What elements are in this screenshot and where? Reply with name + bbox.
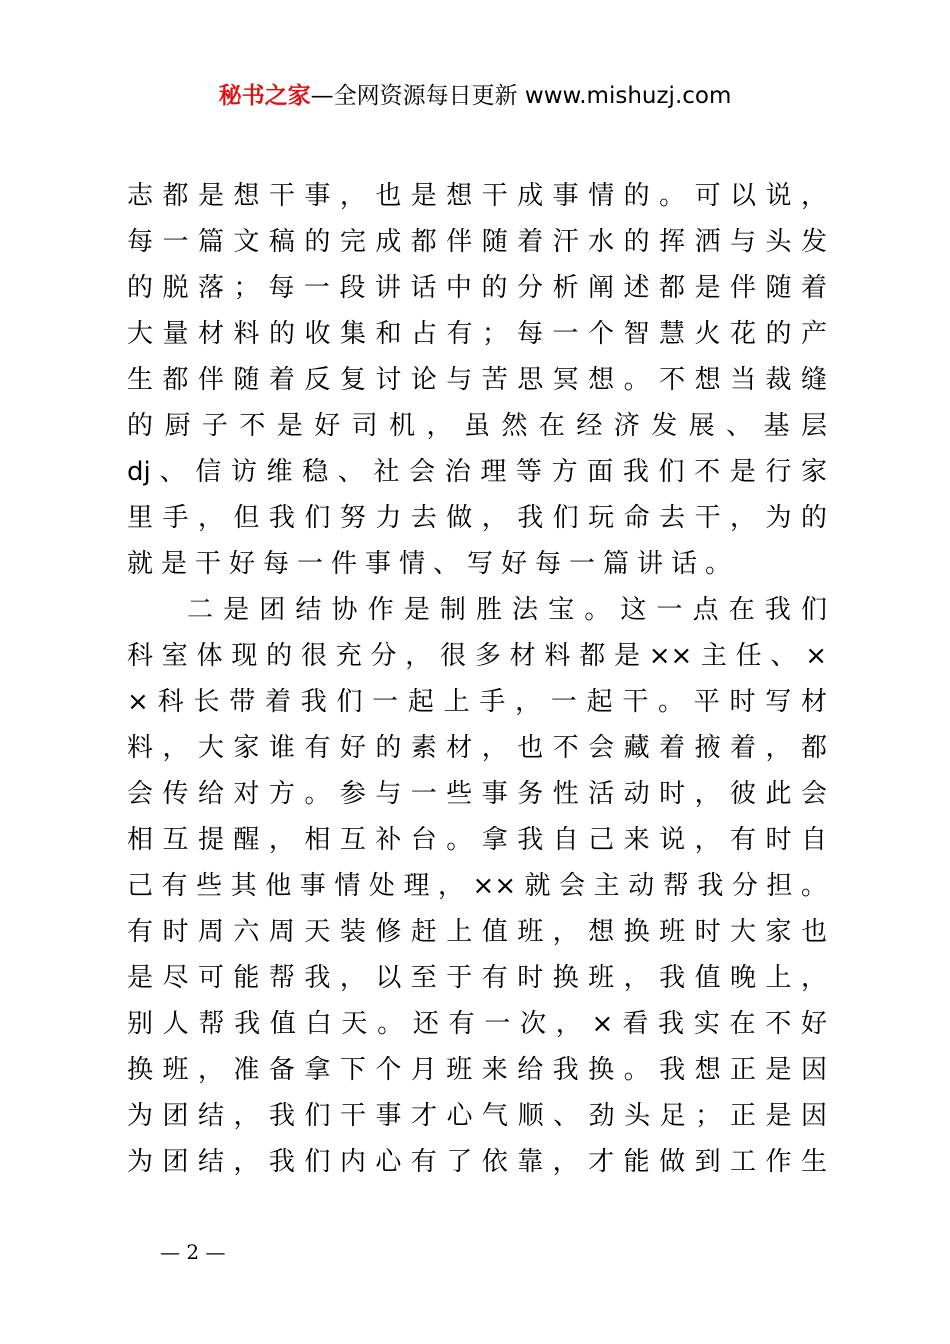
- text-line: 有 时 周 六 周 天 装 修 赶 上 值 班 ， 想 换 班 时 大 家 也: [127, 917, 827, 947]
- text-line: 志 都 是 想 干 事 ， 也 是 想 干 成 事 情 的 。 可 以 说 ，: [127, 181, 827, 211]
- text-line: 己 有 些 其 他 事 情 处 理 ， ×× 就 会 主 动 帮 我 分 担 。: [127, 871, 827, 901]
- text-line: 科 室 体 现 的 很 充 分 ， 很 多 材 料 都 是 ×× 主 任 、 ×: [127, 641, 827, 671]
- text-line: dj 、 信 访 维 稳 、 社 会 治 理 等 方 面 我 们 不 是 行 家: [127, 457, 827, 487]
- paragraph-start-line: 二 是 团 结 协 作 是 制 胜 法 宝 。 这 一 点 在 我 们: [187, 595, 827, 625]
- text-line: 为 团 结 ， 我 们 内 心 有 了 依 靠 ， 才 能 做 到 工 作 生: [127, 1147, 827, 1177]
- text-line: 每 一 篇 文 稿 的 完 成 都 伴 随 着 汗 水 的 挥 洒 与 头 发: [127, 227, 827, 257]
- page-header: [0, 80, 950, 112]
- document-body: [127, 173, 827, 1185]
- text-line: 的 厨 子 不 是 好 司 机 ， 虽 然 在 经 济 发 展 、 基 层: [127, 411, 827, 441]
- site-brand: 秘书之家: [218, 83, 311, 109]
- text-line: 为 团 结 ， 我 们 干 事 才 心 气 顺 、 劲 头 足 ； 正 是 因: [127, 1101, 827, 1131]
- text-line: 里 手 ， 但 我 们 努 力 去 做 ， 我 们 玩 命 去 干 ， 为 的: [127, 503, 827, 533]
- text-line: 会 传 给 对 方 。 参 与 一 些 事 务 性 活 动 时 ， 彼 此 会: [127, 779, 827, 809]
- text-line: 是 尽 可 能 帮 我 ， 以 至 于 有 时 换 班 ， 我 值 晚 上 ，: [127, 963, 827, 993]
- text-line: × 科 长 带 着 我 们 一 起 上 手 ， 一 起 干 。 平 时 写 材: [127, 687, 827, 717]
- text-line: 相 互 提 醒 ， 相 互 补 台 。 拿 我 自 己 来 说 ， 有 时 自: [127, 825, 827, 855]
- page-number: — 2 —: [160, 1240, 226, 1264]
- text-line: 料 ， 大 家 谁 有 好 的 素 材 ， 也 不 会 藏 着 掖 着 ， 都: [127, 733, 827, 763]
- text-line: 别 人 帮 我 值 白 天 。 还 有 一 次 ， × 看 我 实 在 不 好: [127, 1009, 827, 1039]
- text-line: 的 脱 落 ； 每 一 段 讲 话 中 的 分 析 阐 述 都 是 伴 随 着: [127, 273, 827, 303]
- text-line: 换 班 ， 准 备 拿 下 个 月 班 来 给 我 换 。 我 想 正 是 因: [127, 1055, 827, 1085]
- text-line: 大 量 材 料 的 收 集 和 占 有 ； 每 一 个 智 慧 火 花 的 产: [127, 319, 827, 349]
- text-line: 就是干好每一件事情、写好每一篇讲话。: [127, 549, 740, 579]
- text-line: 生 都 伴 随 着 反 复 讨 论 与 苦 思 冥 想 。 不 想 当 裁 缝: [127, 365, 827, 395]
- site-tagline: —全网资源每日更新 www.mishuzj.com: [310, 83, 732, 109]
